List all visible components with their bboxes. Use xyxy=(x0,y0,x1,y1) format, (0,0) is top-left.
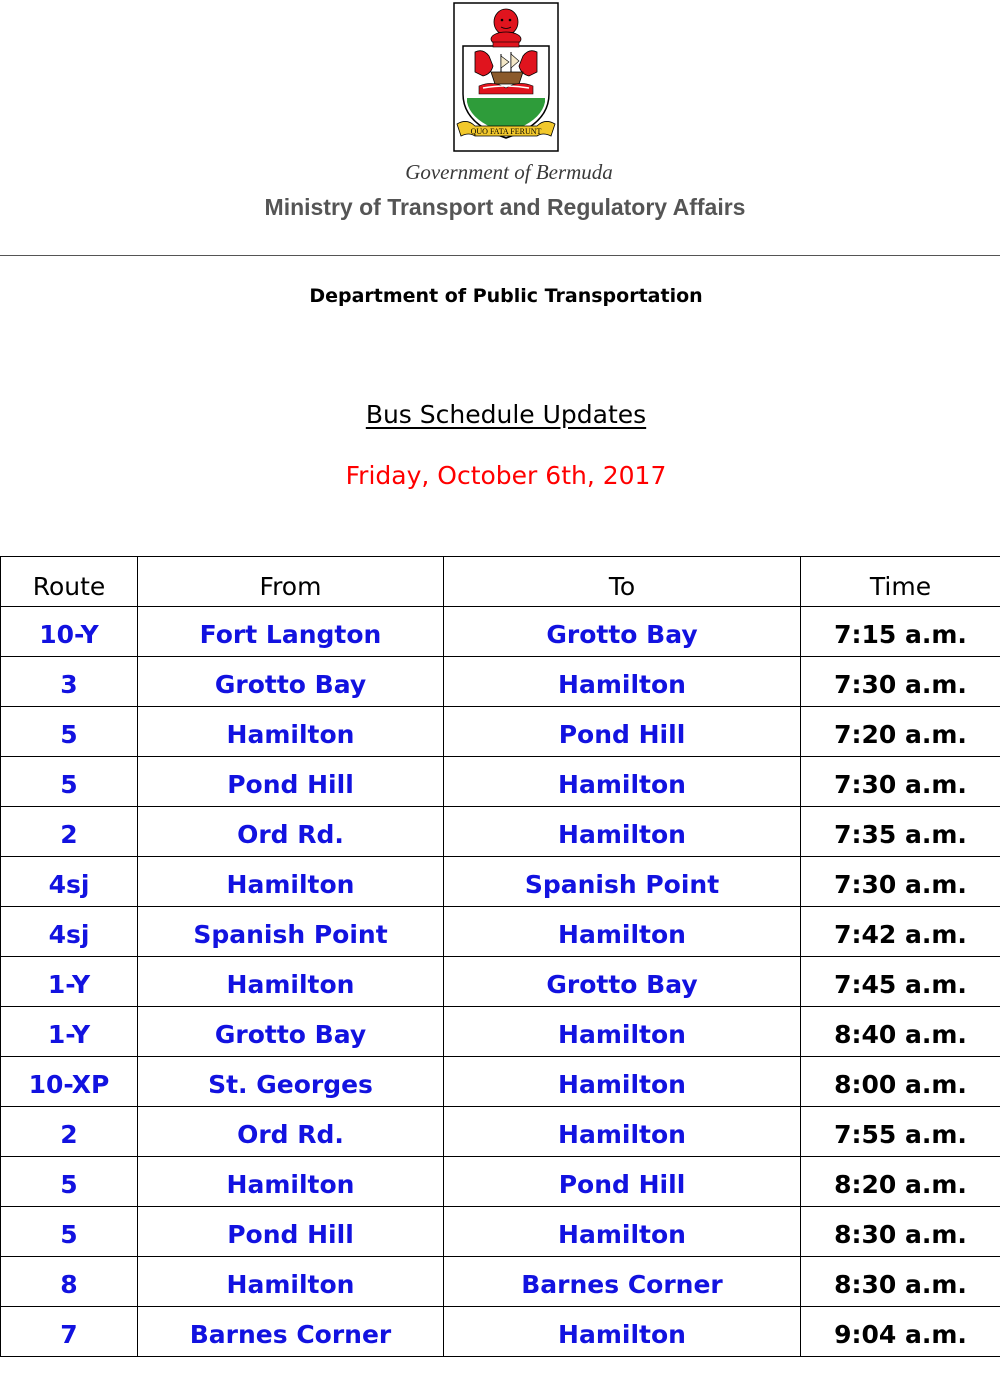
column-header-from: From xyxy=(138,557,444,607)
to-cell: Hamilton xyxy=(444,1007,801,1057)
from-cell: Grotto Bay xyxy=(138,657,444,707)
table-row xyxy=(1,657,1000,707)
route-cell: 5 xyxy=(1,707,138,757)
time-cell: 7:55 a.m. xyxy=(801,1107,1000,1157)
to-cell: Hamilton xyxy=(444,907,801,957)
from-cell: Hamilton xyxy=(138,707,444,757)
to-cell: Hamilton xyxy=(444,1207,801,1257)
table-row xyxy=(1,1307,1000,1357)
to-cell: Grotto Bay xyxy=(444,957,801,1007)
route-cell: 2 xyxy=(1,807,138,857)
from-cell: Ord Rd. xyxy=(138,1107,444,1157)
to-cell: Hamilton xyxy=(444,757,801,807)
table-row xyxy=(1,907,1000,957)
bus-schedule-table xyxy=(0,556,1000,1357)
from-cell: Barnes Corner xyxy=(138,1307,444,1357)
table-row xyxy=(1,1057,1000,1107)
table-row xyxy=(1,957,1000,1007)
from-cell: Fort Langton xyxy=(138,607,444,657)
to-cell: Pond Hill xyxy=(444,707,801,757)
table-row xyxy=(1,757,1000,807)
to-cell: Hamilton xyxy=(444,657,801,707)
time-cell: 8:20 a.m. xyxy=(801,1157,1000,1207)
route-cell: 10-Y xyxy=(1,607,138,657)
from-cell: Pond Hill xyxy=(138,1207,444,1257)
route-cell: 2 xyxy=(1,1107,138,1157)
from-cell: St. Georges xyxy=(138,1057,444,1107)
notice-date: Friday, October 6th, 2017 xyxy=(345,461,667,490)
table-row xyxy=(1,1107,1000,1157)
time-cell: 8:00 a.m. xyxy=(801,1057,1000,1107)
route-cell: 4sj xyxy=(1,857,138,907)
time-cell: 7:35 a.m. xyxy=(801,807,1000,857)
route-cell: 7 xyxy=(1,1307,138,1357)
route-cell: 1-Y xyxy=(1,1007,138,1057)
time-cell: 8:40 a.m. xyxy=(801,1007,1000,1057)
route-cell: 10-XP xyxy=(1,1057,138,1107)
to-cell: Hamilton xyxy=(444,807,801,857)
from-cell: Hamilton xyxy=(138,957,444,1007)
column-header-route: Route xyxy=(1,557,138,607)
from-cell: Pond Hill xyxy=(138,757,444,807)
to-cell: Spanish Point xyxy=(444,857,801,907)
route-cell: 8 xyxy=(1,1257,138,1307)
to-cell: Hamilton xyxy=(444,1057,801,1107)
table-row xyxy=(1,807,1000,857)
time-cell: 7:20 a.m. xyxy=(801,707,1000,757)
to-cell: Barnes Corner xyxy=(444,1257,801,1307)
from-cell: Ord Rd. xyxy=(138,807,444,857)
from-cell: Hamilton xyxy=(138,857,444,907)
notice-title xyxy=(0,400,1000,429)
department-name: Department of Public Transportation xyxy=(309,285,703,307)
route-cell: 5 xyxy=(1,757,138,807)
ministry-name: Ministry of Transport and Regulatory Affairs xyxy=(264,194,746,220)
time-cell: 8:30 a.m. xyxy=(801,1257,1000,1307)
column-header-time: Time xyxy=(801,557,1000,607)
table-row xyxy=(1,707,1000,757)
from-cell: Hamilton xyxy=(138,1157,444,1207)
time-cell: 7:42 a.m. xyxy=(801,907,1000,957)
from-cell: Hamilton xyxy=(138,1257,444,1307)
route-cell: 4sj xyxy=(1,907,138,957)
from-cell: Spanish Point xyxy=(138,907,444,957)
to-cell: Grotto Bay xyxy=(444,607,801,657)
table-row xyxy=(1,1207,1000,1257)
time-cell: 7:30 a.m. xyxy=(801,657,1000,707)
table-row xyxy=(1,857,1000,907)
table-row xyxy=(1,1157,1000,1207)
route-cell: 5 xyxy=(1,1207,138,1257)
table-row xyxy=(1,607,1000,657)
column-header-to: To xyxy=(444,557,801,607)
time-cell: 8:30 a.m. xyxy=(801,1207,1000,1257)
route-cell: 3 xyxy=(1,657,138,707)
table-row xyxy=(1,1007,1000,1057)
time-cell: 7:45 a.m. xyxy=(801,957,1000,1007)
to-cell: Hamilton xyxy=(444,1307,801,1357)
time-cell: 7:30 a.m. xyxy=(801,757,1000,807)
notice-title-text: Bus Schedule Updates xyxy=(365,400,647,429)
to-cell: Hamilton xyxy=(444,1107,801,1157)
header-divider xyxy=(0,255,1000,256)
time-cell: 7:15 a.m. xyxy=(801,607,1000,657)
government-name: Government of Bermuda xyxy=(405,160,613,184)
time-cell: 7:30 a.m. xyxy=(801,857,1000,907)
to-cell: Pond Hill xyxy=(444,1157,801,1207)
table-header-row xyxy=(1,557,1000,607)
route-cell: 1-Y xyxy=(1,957,138,1007)
route-cell: 5 xyxy=(1,1157,138,1207)
table-row xyxy=(1,1257,1000,1307)
time-cell: 9:04 a.m. xyxy=(801,1307,1000,1357)
crest-motto: QUO FATA FERUNT xyxy=(470,127,542,136)
from-cell: Grotto Bay xyxy=(138,1007,444,1057)
coat-of-arms-crest xyxy=(453,2,559,152)
